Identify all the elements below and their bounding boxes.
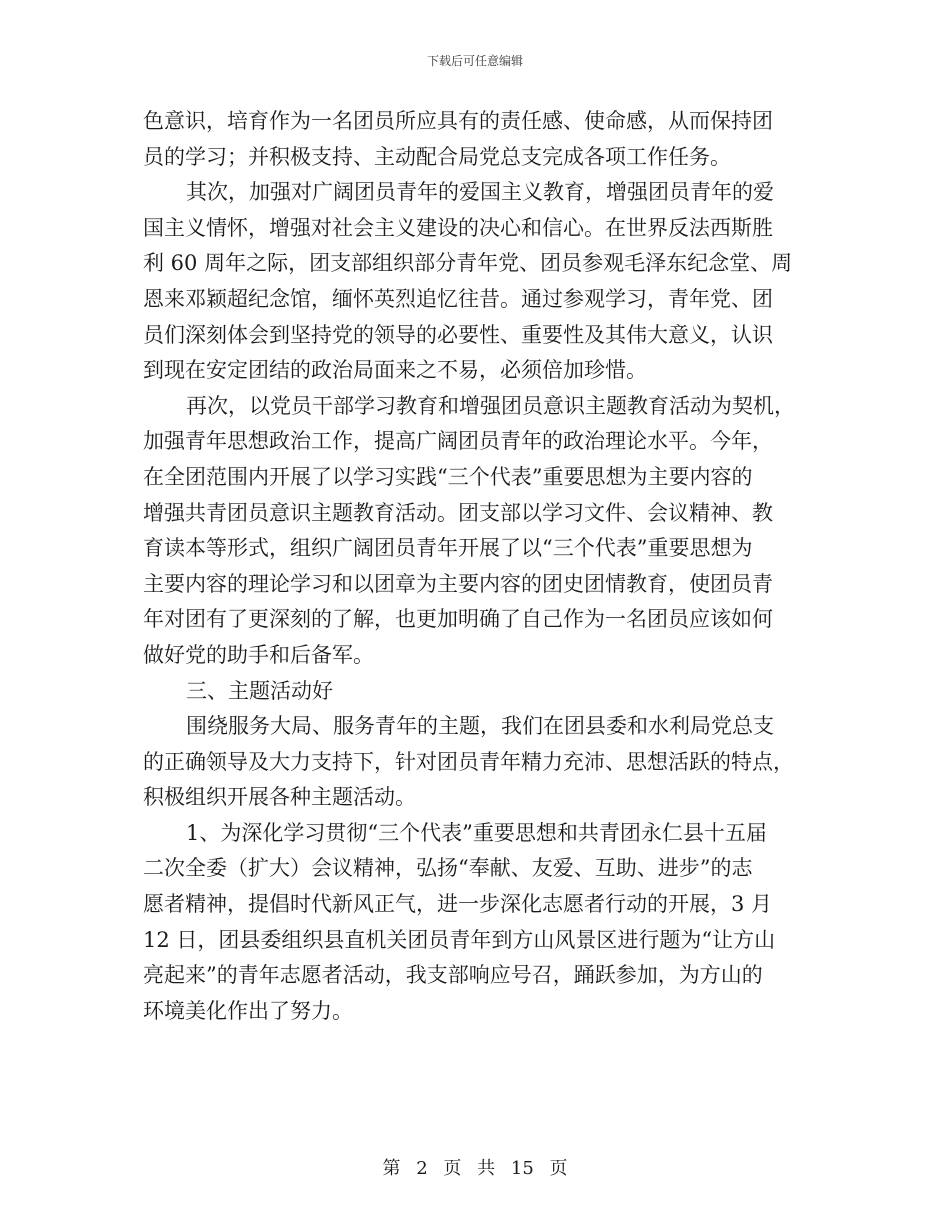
paragraph-start-line: 再次，以党员干部学习教育和增强团员意识主题教育活动为契机， <box>186 393 795 418</box>
text-line: 在全团范围内开展了以学习实践“三个代表”重要思想为主要内容的 <box>143 464 753 489</box>
text-line: 加强青年思想政治工作，提高广阔团员青年的政治理论水平。今年， <box>143 429 773 454</box>
text-line: 年对团有了更深刻的了解，也更加明确了自己作为一名团员应该如何 <box>143 607 773 632</box>
page-number: 2 <box>416 1158 428 1179</box>
text-line: 色意识，培育作为一名团员所应具有的责任感、使命感，从而保持团 <box>143 109 773 133</box>
text-line: 二次全委（扩大）会议精神，弘扬“奉献、友爱、互助、进步”的志 <box>143 856 753 881</box>
text-line: 12 日，团县委组织县直机关团员青年到方山风景区进行题为“让方山 <box>143 927 776 952</box>
header-note: 下载后可任意编辑 <box>426 54 523 68</box>
text-line: 员的学习；并积极支持、主动配合局党总支完成各项工作任务。 <box>143 144 731 169</box>
text-line: 育读本等形式，组织广阔团员青年开展了以“三个代表”重要思想为 <box>143 536 753 561</box>
text-line: 增强共青团员意识主题教育活动。团支部以学习文件、会议精神、教 <box>143 500 773 525</box>
total-unit: 页 <box>549 1158 568 1179</box>
text-line: 主要内容的理论学习和以团章为主要内容的团史团情教育，使团员青 <box>143 571 773 596</box>
document-body <box>143 104 813 1029</box>
text-line: 愿者精神，提倡时代新风正气，进一步深化志愿者行动的开展，3 月 <box>143 892 773 917</box>
page-footer <box>0 1154 950 1180</box>
page-unit: 页 <box>443 1158 462 1179</box>
text-line: 国主义情怀，增强对社会主义建设的决心和信心。在世界反法西斯胜 <box>143 215 773 240</box>
paragraph-start-line: 1、为深化学习贯彻“三个代表”重要思想和共青团永仁县十五届 <box>186 820 767 845</box>
text-line: 积极组织开展各种主题活动。 <box>143 785 416 810</box>
page-label: 第 <box>382 1158 401 1179</box>
total-label: 共 <box>477 1158 496 1179</box>
text-line: 员们深刻体会到坚持党的领导的必要性、重要性及其伟大意义，认识 <box>143 322 773 347</box>
text-line: 的正确领导及大力支持下，针对团员青年精力充沛、思想活跃的特点， <box>143 749 794 774</box>
text-line: 利 60 周年之际，团支部组织部分青年党、团员参观毛泽东纪念堂、周 <box>143 251 793 276</box>
text-line: 恩来邓颖超纪念馆，缅怀英烈追忆往昔。通过参观学习，青年党、团 <box>143 286 773 311</box>
section-heading: 三、主题活动好 <box>186 678 333 703</box>
text-line: 环境美化作出了努力。 <box>143 998 353 1023</box>
paragraph-start-line: 围绕服务大局、服务青年的主题，我们在团县委和水利局党总支 <box>186 714 774 739</box>
text-line: 亮起来”的青年志愿者活动，我支部响应号召，踊跃参加，为方山的 <box>143 963 763 988</box>
total-pages: 15 <box>510 1158 534 1179</box>
text-line: 做好党的助手和后备军。 <box>143 642 374 667</box>
paragraph-start-line: 其次，加强对广阔团员青年的爱国主义教育，增强团员青年的爱 <box>186 180 774 205</box>
text-line: 到现在安定团结的政治局面来之不易，必须倍加珍惜。 <box>143 358 647 383</box>
